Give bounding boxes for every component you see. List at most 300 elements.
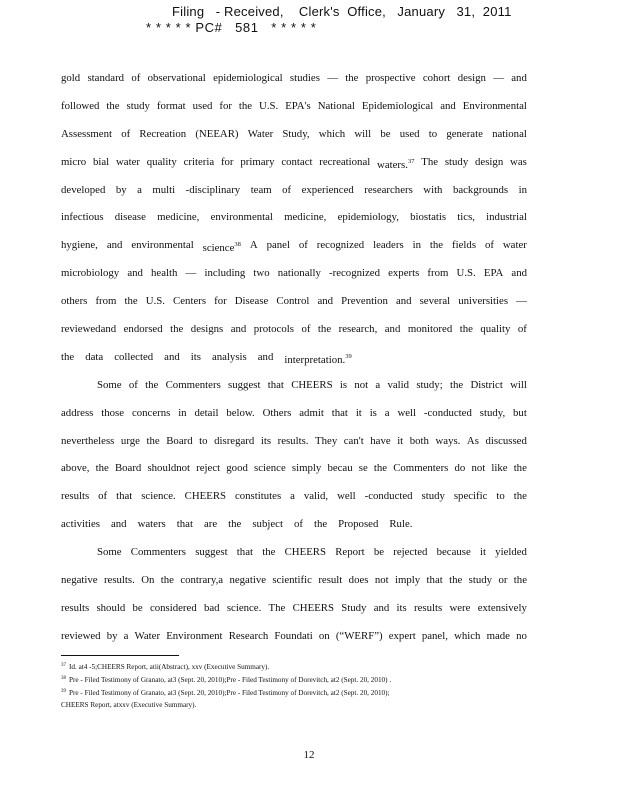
body-word: to — [199, 434, 208, 447]
body-word: industrial — [486, 211, 527, 224]
body-word: and — [373, 601, 390, 614]
body-word: design — [457, 72, 486, 84]
body-word: and — [317, 295, 334, 308]
body-word: environmental — [131, 239, 194, 252]
body-word: both — [409, 434, 429, 447]
body-word: quality — [480, 323, 511, 336]
body-word: does — [348, 574, 369, 587]
body-line — [61, 461, 527, 489]
body-word: medicine, — [284, 211, 327, 224]
body-word: it — [479, 546, 486, 559]
body-word: primary — [240, 155, 275, 168]
body-word: designs — [190, 323, 224, 336]
body-word: and — [395, 295, 412, 308]
body-word: but — [513, 406, 527, 419]
body-line — [61, 545, 527, 573]
body-word: negative — [61, 574, 98, 587]
body-word: discussed — [485, 434, 527, 447]
body-word: The — [268, 601, 286, 614]
body-word: Rule. — [389, 518, 413, 531]
body-word: Study — [341, 601, 367, 614]
footnote-divider — [61, 655, 179, 656]
body-word: format — [156, 99, 186, 112]
body-word: and — [106, 239, 123, 252]
body-line — [61, 322, 527, 350]
body-word: monitored — [407, 323, 453, 336]
body-line — [61, 183, 527, 211]
footnote-text: Pre - Filed Testimony of Granato, at3 (Sept. 20, 2010);Pre - Filed Testimony of Dorevitch, at2 (Sept. 20, 2010) . — [69, 676, 392, 685]
body-word: -conducted — [364, 490, 413, 503]
body-word: which — [318, 127, 346, 140]
body-word: Board — [114, 462, 142, 475]
body-line — [61, 434, 527, 462]
body-word: water — [115, 155, 140, 168]
body-word: the — [513, 574, 527, 587]
body-word: considered — [149, 601, 197, 614]
body-word: tics, — [457, 211, 475, 224]
body-word: the — [160, 574, 174, 587]
body-word: the — [124, 295, 138, 308]
body-word: will — [354, 127, 372, 140]
body-word: result — [318, 574, 343, 587]
body-word: or — [498, 574, 508, 587]
body-word: backgrounds — [452, 183, 509, 196]
body-word: for — [219, 99, 232, 112]
body-word: on — [318, 629, 330, 642]
body-word: simply — [291, 462, 322, 475]
body-word: Prevention — [341, 295, 388, 308]
body-word: be — [380, 127, 391, 140]
body-line — [61, 573, 527, 601]
body-line — [61, 489, 527, 517]
body-word: health — [151, 267, 178, 280]
body-word: On — [141, 574, 155, 587]
body-word: the — [145, 378, 159, 391]
body-word: imply — [394, 574, 421, 587]
body-word: the — [170, 323, 184, 336]
body-word: U.S. — [259, 99, 279, 112]
body-word: the — [345, 72, 359, 84]
body-word: of — [293, 518, 303, 531]
body-word: it — [397, 434, 404, 447]
body-word: research, — [338, 323, 378, 336]
body-word: Recreation — [139, 127, 187, 140]
body-word: The — [421, 155, 439, 168]
body-word: are — [203, 518, 218, 531]
body-word: -recognized — [329, 267, 380, 280]
body-line — [61, 71, 527, 99]
body-word: above, — [61, 462, 90, 475]
body-word: in — [178, 406, 187, 419]
body-word: two — [253, 267, 270, 280]
filing-received-line: Filing - Received, Clerk's Office, January 31, 2011 — [172, 4, 512, 19]
body-word: contrary,a — [180, 574, 224, 587]
body-word: those — [101, 406, 125, 419]
body-word: the — [238, 99, 253, 112]
body-word: followed — [61, 99, 100, 112]
body-word: Epidemiological — [361, 99, 434, 112]
body-word: Others — [262, 406, 292, 419]
pc-number-line: * * * * * PC# 581 * * * * * — [146, 20, 317, 35]
body-word: science — [254, 462, 286, 475]
body-word: CHEERS — [184, 490, 227, 503]
body-word: the — [106, 99, 120, 112]
body-word: CHEERS — [284, 546, 327, 559]
body-word: of — [517, 323, 527, 336]
body-word: se — [358, 462, 368, 475]
body-word: expert — [388, 629, 416, 642]
body-word: science. — [141, 490, 176, 503]
body-word: epidemiological — [213, 72, 283, 84]
body-word: (NEEAR) — [195, 127, 239, 140]
body-word: good — [226, 462, 248, 475]
body-word: urge — [120, 434, 140, 447]
body-word: and — [127, 267, 143, 280]
body-word: researchers — [364, 183, 413, 196]
body-word: that — [426, 574, 443, 587]
body-word: Water — [247, 127, 274, 140]
body-word: valid, — [303, 490, 329, 503]
body-word: national — [492, 127, 527, 140]
body-word: should — [96, 601, 126, 614]
body-word: and — [511, 72, 527, 84]
body-word: design — [475, 155, 504, 168]
body-word: can't — [343, 434, 364, 447]
body-word: which — [454, 629, 481, 642]
body-word: not — [471, 462, 486, 475]
body-word: below. — [226, 406, 255, 419]
body-word: the — [459, 323, 473, 336]
body-word: be — [132, 601, 143, 614]
body-word: that — [116, 490, 133, 503]
footnote-number: 37 — [61, 663, 66, 668]
body-line — [61, 517, 527, 545]
body-word: generate — [446, 127, 483, 140]
body-word: from — [95, 295, 117, 308]
body-word: — — [516, 295, 527, 308]
body-word: its — [190, 350, 201, 363]
body-word: with — [423, 183, 443, 196]
body-word: — — [327, 72, 338, 84]
body-word: recognized — [316, 239, 365, 252]
body-word: multi — [152, 183, 176, 196]
body-word: results — [414, 601, 443, 614]
body-word: be — [373, 546, 385, 559]
body-word: in — [412, 239, 421, 252]
body-word: nevertheless — [61, 434, 115, 447]
body-word: Report — [335, 546, 365, 559]
body-word: no — [516, 629, 527, 642]
body-word: standard — [87, 72, 125, 84]
body-word: yielded — [495, 546, 527, 559]
body-word: studies — [289, 72, 320, 84]
body-word: the — [429, 239, 444, 252]
body-word: because — [436, 546, 471, 559]
body-word: that — [236, 546, 253, 559]
body-word: (“WERF”) — [335, 629, 383, 642]
footnote-reference: 37 — [407, 157, 415, 165]
footnote-reference: 39 — [345, 352, 352, 360]
body-word: do — [454, 462, 466, 475]
body-word: the — [95, 462, 109, 475]
body-word: the — [228, 518, 242, 531]
body-word: rejected — [393, 546, 428, 559]
body-word: District — [470, 378, 503, 391]
body-word: Centers — [173, 295, 207, 308]
body-word: developed — [61, 183, 106, 196]
body-line — [61, 99, 527, 127]
body-word: for — [214, 295, 227, 308]
body-word: of — [282, 183, 292, 196]
body-word: not — [354, 378, 369, 391]
body-word: waters.$^{37}$ — [377, 157, 415, 171]
body-word: for — [220, 155, 234, 168]
body-word: to — [428, 127, 438, 140]
body-word: EPA — [483, 267, 504, 280]
body-word: — — [185, 267, 197, 280]
body-word: and — [230, 323, 247, 336]
body-word: a — [137, 183, 142, 196]
body-word: the — [449, 574, 463, 587]
body-word: epidemiology, — [337, 211, 399, 224]
body-word: results — [61, 601, 90, 614]
body-word: Some — [97, 546, 122, 559]
body-word: the — [513, 490, 527, 503]
body-line — [61, 155, 527, 183]
body-word: the — [317, 323, 332, 336]
body-word: criteria — [183, 155, 215, 168]
body-word: others — [61, 295, 88, 308]
body-word: that — [176, 518, 193, 531]
body-word: nationally — [277, 267, 321, 280]
body-word: activities — [61, 518, 100, 531]
body-word: the — [373, 462, 388, 475]
body-word: the — [449, 378, 464, 391]
body-word: of — [301, 323, 311, 336]
footnote-number: 38 — [61, 676, 66, 682]
body-word: -disciplinary — [185, 183, 241, 196]
body-word: waters — [137, 518, 166, 531]
body-word: science. — [226, 601, 262, 614]
body-word: constitutes — [234, 490, 282, 503]
footnote — [61, 686, 531, 699]
body-word: A — [249, 239, 258, 252]
body-word: CHEERS — [292, 601, 334, 614]
body-line — [61, 601, 527, 629]
body-word: of — [128, 378, 138, 391]
body-word: cohort — [422, 72, 451, 84]
body-word: study, — [479, 406, 506, 419]
body-word: that — [331, 406, 348, 419]
body-word: including — [204, 267, 246, 280]
body-word: and — [511, 267, 527, 280]
body-word: EPA's — [285, 99, 311, 112]
body-word: is — [339, 378, 348, 391]
body-word: study — [421, 490, 445, 503]
body-word: bad — [203, 601, 220, 614]
body-word: analysis — [211, 350, 247, 363]
body-word: of — [484, 239, 494, 252]
body-word: to — [496, 490, 505, 503]
body-word: observational — [147, 72, 206, 84]
body-word: collected — [114, 350, 154, 363]
body-word: were — [449, 601, 471, 614]
body-word: have — [370, 434, 391, 447]
body-word: U.S. — [145, 295, 165, 308]
body-word: reviewedand — [61, 323, 117, 336]
body-word: its — [260, 434, 272, 447]
body-word: Environment — [166, 629, 223, 642]
body-word: suggest — [228, 378, 261, 391]
body-word: concerns — [131, 406, 171, 419]
body-word: Commenters — [130, 546, 186, 559]
body-word: of — [131, 72, 141, 84]
footnote-number: 39 — [61, 689, 66, 695]
body-word: the — [513, 462, 527, 475]
body-word: Control — [276, 295, 310, 308]
body-word: Board — [166, 434, 193, 447]
footnote-text: Id. at4 -5;CHEERS Report, atii(Abstract), xxv (Executive Summary). — [69, 663, 270, 671]
body-word: Environmental — [462, 99, 527, 112]
body-word: protocols — [253, 323, 294, 336]
footnote-reference: 38 — [234, 241, 241, 249]
body-word: is — [369, 406, 377, 419]
body-word: was — [510, 155, 527, 168]
footnote-text: Pre - Filed Testimony of Granato, at3 (Sept. 20, 2010);Pre - Filed Testimony of Dorevitch, at2 (Sept. 20, 2010); — [69, 689, 390, 698]
body-word: recreational — [319, 155, 371, 168]
body-word: Disease — [234, 295, 269, 308]
body-word: micro — [61, 155, 87, 168]
body-word: of — [121, 127, 131, 140]
body-word: Commenters — [393, 462, 449, 475]
body-word: subject — [252, 518, 283, 531]
body-word: Commenters — [165, 378, 221, 391]
body-word: the — [313, 518, 328, 531]
body-line — [61, 378, 527, 406]
body-word: prospective — [365, 72, 416, 84]
body-word: — — [493, 72, 504, 84]
body-word: Foundati — [274, 629, 313, 642]
body-word: fields — [452, 239, 477, 252]
body-word: admit — [299, 406, 324, 419]
body-word: CHEERS — [291, 378, 333, 391]
body-word: reviewed — [61, 629, 101, 642]
body-word: experienced — [301, 183, 354, 196]
body-word: used — [399, 127, 420, 140]
body-word: the — [61, 350, 75, 363]
body-word: scientific — [272, 574, 312, 587]
body-word: a — [375, 378, 381, 391]
body-word: team — [250, 183, 272, 196]
body-word: study; — [416, 378, 443, 391]
body-word: panel — [266, 239, 290, 252]
body-text — [61, 71, 527, 657]
body-word: data — [85, 350, 104, 363]
body-word: becau — [327, 462, 353, 475]
body-word: in — [518, 183, 527, 196]
body-word: it — [355, 406, 362, 419]
body-word: and — [164, 350, 180, 363]
body-word: U.S. — [456, 267, 476, 280]
body-word: They — [315, 434, 338, 447]
body-word: address — [61, 406, 94, 419]
body-word: well — [337, 490, 356, 503]
body-word: Some — [97, 378, 122, 391]
body-word: will — [510, 378, 527, 391]
body-word: contact — [281, 155, 313, 168]
body-word: medicine, — [157, 211, 200, 224]
body-word: science$^{38}$ — [202, 241, 241, 255]
body-word: As — [466, 434, 479, 447]
body-word: of — [298, 239, 308, 252]
body-word: National — [317, 99, 355, 112]
body-word: the — [146, 434, 160, 447]
body-word: environmental — [210, 211, 273, 224]
body-word: interpretation.$^{39}$ — [284, 352, 352, 366]
body-word: by — [106, 629, 118, 642]
body-line — [61, 350, 527, 378]
body-word: results — [61, 490, 90, 503]
body-word: its — [396, 601, 407, 614]
footnotes — [61, 660, 531, 711]
body-word: infectious — [61, 211, 104, 224]
body-word: reject — [196, 462, 221, 475]
body-word: and — [110, 518, 127, 531]
body-line — [61, 127, 527, 155]
body-word: and — [384, 323, 401, 336]
body-word: the — [262, 546, 276, 559]
body-word: -conducted — [423, 406, 472, 419]
body-word: Water — [134, 629, 161, 642]
body-word: that — [267, 378, 284, 391]
body-word: detail — [194, 406, 219, 419]
body-word: used — [192, 99, 213, 112]
body-word: experts — [388, 267, 420, 280]
body-word: gold — [61, 72, 81, 84]
body-word: a — [290, 490, 295, 503]
body-word: study — [126, 99, 150, 112]
footnote — [61, 673, 531, 686]
body-line — [61, 629, 527, 657]
page-number: 12 — [303, 749, 315, 761]
body-word: panel, — [421, 629, 448, 642]
body-word: several — [419, 295, 451, 308]
body-word: by — [115, 183, 127, 196]
body-word: hygiene, — [61, 239, 98, 252]
body-word: disregard — [214, 434, 255, 447]
body-line — [61, 210, 527, 238]
body-word: suggest — [195, 546, 228, 559]
body-word: and — [440, 99, 456, 112]
body-word: water — [502, 239, 527, 252]
body-word: leaders — [373, 239, 404, 252]
body-word: not — [374, 574, 389, 587]
body-word: Study, — [282, 127, 310, 140]
footnote-text: CHEERS Report, atxxv (Executive Summary). — [61, 700, 197, 709]
body-word: well — [397, 406, 417, 419]
body-word: shouldnot — [147, 462, 191, 475]
body-word: results. — [277, 434, 309, 447]
body-word: biostatis — [410, 211, 447, 224]
body-word: of — [98, 490, 108, 503]
body-word: Proposed — [338, 518, 379, 531]
body-word: Assessment — [61, 127, 112, 140]
body-line — [61, 238, 527, 266]
body-word: disease — [114, 211, 146, 224]
body-word: a — [384, 406, 390, 419]
body-word: endorsed — [123, 323, 163, 336]
body-word: microbiology — [61, 267, 120, 280]
